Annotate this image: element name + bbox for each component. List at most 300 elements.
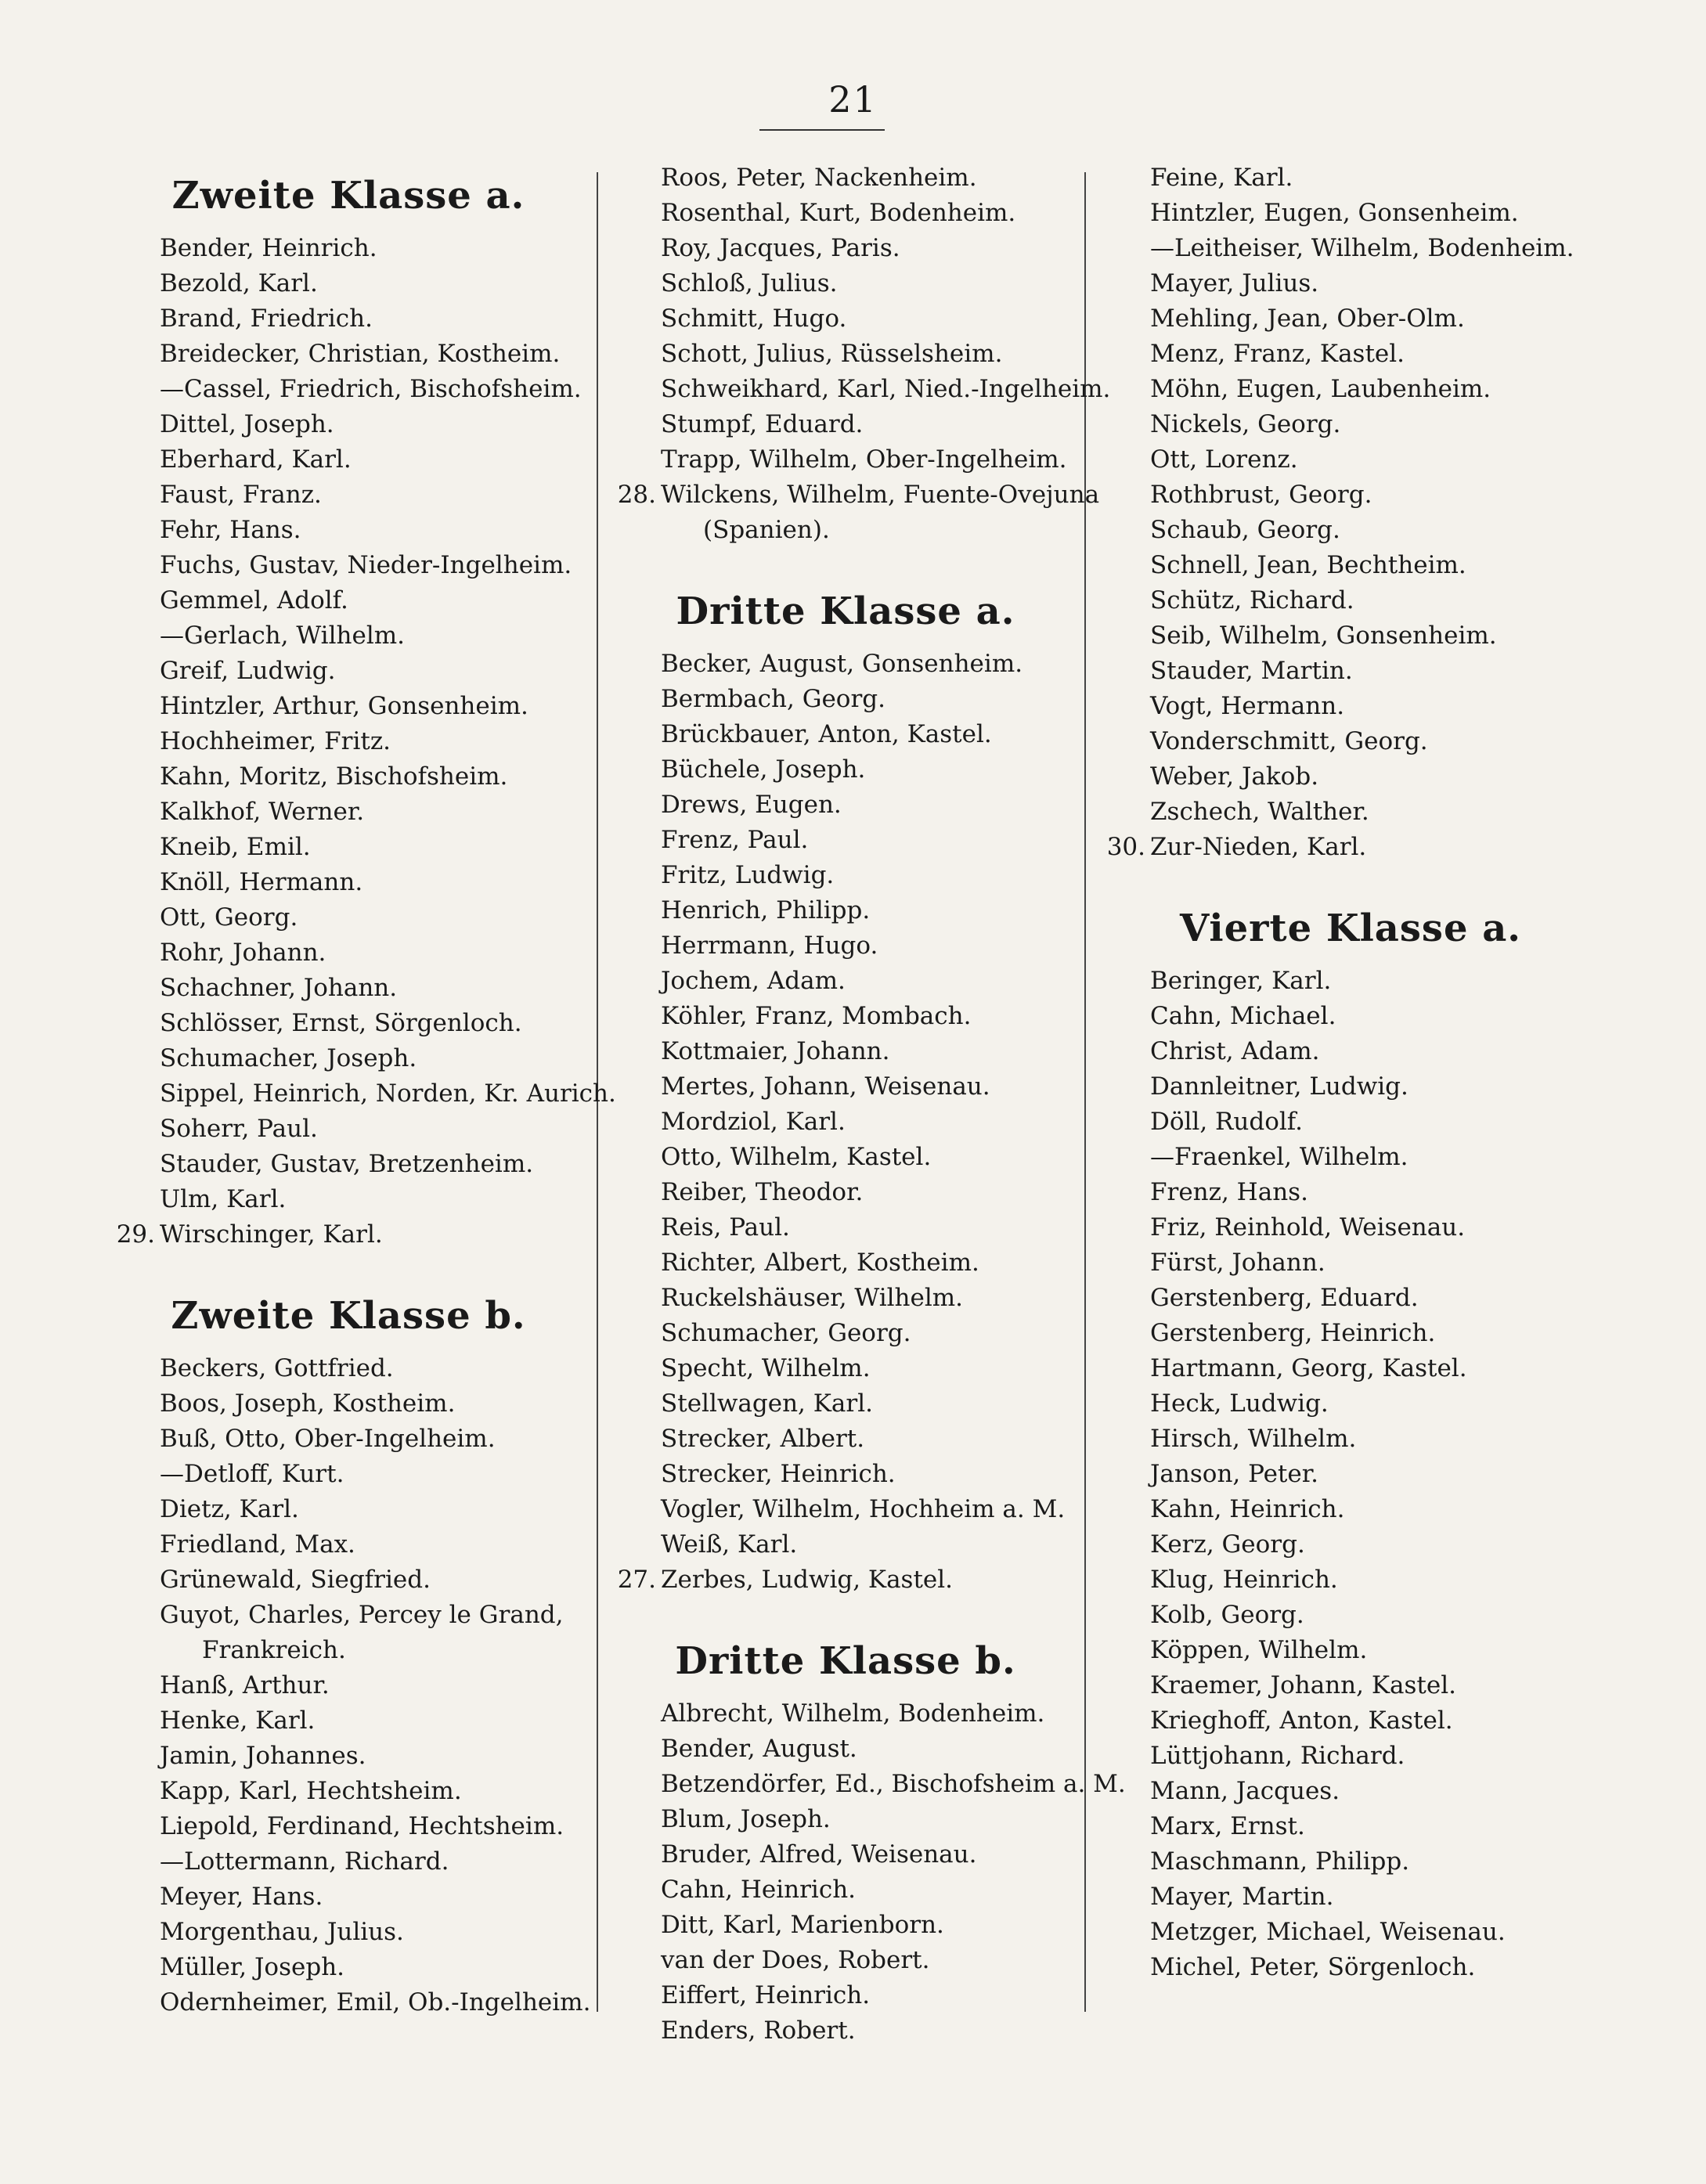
list-item [611,442,1080,478]
student-name: Grünewald, Siegfried. [160,1566,431,1594]
student-name: Frenz, Paul. [661,826,809,854]
list-item [611,1034,1080,1069]
list-item [611,1837,1080,1872]
list-item [110,372,587,407]
student-name: Liepold, Ferdinand, Hechtsheim. [160,1812,564,1840]
student-name: Dittel, Joseph. [160,410,334,438]
list-item [611,1175,1080,1210]
list-item [110,795,587,830]
list-item [1100,654,1601,689]
student-name: Feine, Karl. [1150,164,1293,192]
class-heading: Zweite Klasse b. [171,1294,526,1338]
student-name: Vogt, Hermann. [1150,692,1345,720]
student-name: —Lottermann, Richard. [160,1847,449,1876]
list-item [1100,478,1601,513]
student-name: —Fraenkel, Wilhelm. [1150,1143,1408,1171]
list-item-last [611,478,1100,513]
list-item [110,1915,587,1950]
list-item [611,1872,1080,1908]
student-name: Kahn, Moritz, Bischofsheim. [160,762,508,791]
list-item [110,1041,587,1076]
class-heading: Zweite Klasse a. [171,174,525,218]
student-name: Trapp, Wilhelm, Ober-Ingelheim. [661,445,1067,474]
student-name: Bender, August. [661,1735,857,1763]
student-name: Brand, Friedrich. [160,305,373,333]
student-name: Hochheimer, Fritz. [160,727,391,755]
list-item-continuation [110,1633,587,1668]
list-item [611,407,1080,442]
student-name: Hintzler, Arthur, Gonsenheim. [160,692,528,720]
list-item [110,1182,587,1217]
list-item [110,724,587,759]
list-item [611,1422,1080,1457]
student-name: Stellwagen, Karl. [661,1389,873,1418]
list-item [611,1527,1080,1562]
student-name: Henke, Karl. [160,1706,316,1735]
list-item [1100,372,1601,407]
student-name: Cahn, Michael. [1150,1002,1336,1030]
list-item [1100,1351,1601,1386]
student-name: Köppen, Wilhelm. [1150,1636,1368,1664]
list-item [611,647,1080,682]
list-item [110,971,587,1006]
list-item [1100,1950,1601,1985]
list-item [110,759,587,795]
student-name: Kahn, Heinrich. [1150,1495,1345,1523]
student-name: Kneib, Emil. [160,833,311,861]
list-item [611,1802,1080,1837]
student-name: Knöll, Hermann. [160,868,363,896]
student-name: Schumacher, Georg. [661,1319,911,1347]
student-name: Wirschinger, Karl. [160,1220,383,1249]
list-item [611,196,1080,231]
student-name: Hirsch, Wilhelm. [1150,1425,1357,1453]
list-item [1100,1245,1601,1281]
student-name: Metzger, Michael, Weisenau. [1150,1918,1506,1946]
list-item [110,1950,587,1985]
list-item [611,1316,1080,1351]
list-item [1100,724,1601,759]
student-name: Morgenthau, Julius. [160,1918,404,1946]
list-item [1100,1422,1601,1457]
list-item [1100,1210,1601,1245]
list-item [1100,337,1601,372]
list-item [611,1908,1080,1943]
list-item [1100,1562,1601,1598]
list-item [110,231,587,266]
student-name: Betzendörfer, Ed., Bischofsheim a. M. [661,1770,1126,1798]
list-item [110,1386,587,1422]
list-item [611,1492,1080,1527]
list-item [1100,618,1601,654]
list-item [611,1281,1080,1316]
student-name: Breidecker, Christian, Kostheim. [160,340,561,368]
list-item [1100,1105,1601,1140]
student-name: Mordziol, Karl. [661,1108,846,1136]
student-name: Herrmann, Hugo. [661,932,878,960]
student-name: Gemmel, Adolf. [160,586,348,614]
list-item [611,1105,1080,1140]
list-item [611,1732,1080,1767]
list-item [611,266,1080,301]
list-item [611,1386,1080,1422]
student-name: Eberhard, Karl. [160,445,352,474]
student-name: Stauder, Gustav, Bretzenheim. [160,1150,534,1178]
student-name: Reiber, Theodor. [661,1178,864,1206]
list-item [1100,1633,1601,1668]
list-item [110,654,587,689]
student-name: Weber, Jakob. [1150,762,1319,791]
list-item [1100,1140,1601,1175]
list-item [110,618,587,654]
list-item [1100,301,1601,337]
student-name: Gerstenberg, Heinrich. [1150,1319,1436,1347]
list-item [110,1112,587,1147]
student-name: Ott, Lorenz. [1150,445,1298,474]
student-name: (Spanien). [703,516,830,544]
student-name: Maschmann, Philipp. [1150,1847,1410,1876]
student-name: Mertes, Johann, Weisenau. [661,1072,990,1101]
list-item [110,442,587,478]
student-name: Schott, Julius, Rüsselsheim. [661,340,1003,368]
student-name: Albrecht, Wilhelm, Bodenheim. [661,1699,1045,1728]
list-item [611,160,1080,196]
list-item [1100,759,1601,795]
student-name: Zschech, Walther. [1150,798,1369,826]
student-name: —Gerlach, Wilhelm. [160,622,405,650]
list-item [611,928,1080,964]
student-name: Schmitt, Hugo. [661,305,847,333]
student-name: Dietz, Karl. [160,1495,299,1523]
list-item [1100,196,1601,231]
list-item [611,1767,1126,1802]
student-name: Schlösser, Ernst, Sörgenloch. [160,1009,522,1037]
student-name: Seib, Wilhelm, Gonsenheim. [1150,622,1497,650]
student-name: Zur-Nieden, Karl. [1150,833,1367,861]
list-item [110,1006,587,1041]
student-name: Ditt, Karl, Marienborn. [661,1911,944,1939]
student-name: Kraemer, Johann, Kastel. [1150,1671,1456,1699]
student-name: Döll, Rudolf. [1150,1108,1304,1136]
student-name: Brückbauer, Anton, Kastel. [661,720,992,748]
student-name: Michel, Peter, Sörgenloch. [1150,1953,1476,1981]
student-name: Fuchs, Gustav, Nieder-Ingelheim. [160,551,572,579]
student-name: Bruder, Alfred, Weisenau. [661,1840,977,1869]
list-item [1100,160,1601,196]
student-count: 29. [116,1220,155,1249]
list-item [611,301,1080,337]
list-item [611,2013,1080,2049]
student-name: —Detloff, Kurt. [160,1460,344,1488]
student-name: Schumacher, Joseph. [160,1044,417,1072]
list-item [1100,1527,1601,1562]
student-name: Wilckens, Wilhelm, Fuente-Ovejuna [661,481,1100,509]
list-item [611,717,1080,752]
list-item [611,682,1080,717]
list-item [110,478,587,513]
list-item [110,1985,591,2020]
student-name: Gerstenberg, Eduard. [1150,1284,1419,1312]
list-item [611,964,1080,999]
student-name: Cahn, Heinrich. [661,1876,857,1904]
list-item [611,893,1080,928]
student-name: Rosenthal, Kurt, Bodenheim. [661,199,1016,227]
student-name: Hartmann, Georg, Kastel. [1150,1354,1467,1382]
list-item [110,1774,587,1809]
class-heading: Dritte Klasse b. [675,1639,1016,1683]
student-name: Fritz, Ludwig. [661,861,835,889]
list-item [110,1844,587,1879]
student-name: Christ, Adam. [1150,1037,1320,1065]
student-name: Weiß, Karl. [661,1530,798,1559]
list-item [611,752,1080,787]
class-heading: Dritte Klasse a. [676,589,1015,633]
student-name: van der Does, Robert. [661,1946,930,1974]
list-item [1100,1809,1601,1844]
list-item [1100,231,1601,266]
student-name: Möhn, Eugen, Laubenheim. [1150,375,1491,403]
list-item [110,1351,587,1386]
student-name: Heck, Ludwig. [1150,1389,1329,1418]
list-item [1100,1069,1601,1105]
list-item [1100,1034,1601,1069]
list-item [110,689,587,724]
student-name: Kapp, Karl, Hechtsheim. [160,1777,462,1805]
student-name: Schachner, Johann. [160,974,398,1002]
student-name: Buß, Otto, Ober-Ingelheim. [160,1425,496,1453]
student-count: 30. [1106,833,1145,861]
student-name: Odernheimer, Emil, Ob.-Ingelheim. [160,1988,591,2016]
list-item [1100,1703,1601,1739]
student-name: Dannleitner, Ludwig. [1150,1072,1408,1101]
list-item [611,372,1111,407]
list-item [1100,513,1601,548]
list-item [110,830,587,865]
student-name: Köhler, Franz, Mombach. [661,1002,972,1030]
student-name: Eiffert, Heinrich. [661,1981,871,2009]
list-item [110,1147,587,1182]
list-item [110,1527,587,1562]
list-item [110,337,587,372]
list-item-last [611,1562,1080,1598]
list-item [1100,1668,1601,1703]
student-name: Vogler, Wilhelm, Hochheim a. M. [661,1495,1066,1523]
student-name: Strecker, Heinrich. [661,1460,896,1488]
page-number: 21 [828,78,878,121]
student-name: Kalkhof, Werner. [160,798,365,826]
list-item [1100,583,1601,618]
student-name: Kerz, Georg. [1150,1530,1305,1559]
list-item [110,1809,587,1844]
list-item [110,1562,587,1598]
list-item [611,231,1080,266]
student-name: Friedland, Max. [160,1530,355,1559]
student-name: Richter, Albert, Kostheim. [661,1249,979,1277]
list-item [110,407,587,442]
student-name: Jochem, Adam. [661,967,846,995]
list-item [1100,964,1601,999]
list-item [1100,1739,1601,1774]
list-item [1100,1316,1601,1351]
student-name: —Leitheiser, Wilhelm, Bodenheim. [1150,234,1574,262]
list-item [110,1703,587,1739]
student-name: Reis, Paul. [661,1213,790,1242]
student-name: Schaub, Georg. [1150,516,1340,544]
student-name: Strecker, Albert. [661,1425,865,1453]
student-name: Janson, Peter. [1150,1460,1319,1488]
student-name: Stauder, Martin. [1150,657,1353,685]
list-item [110,513,587,548]
list-item [611,1978,1080,2013]
student-name: Lüttjohann, Richard. [1150,1742,1405,1770]
list-item [110,1076,616,1112]
student-name: Schütz, Richard. [1150,586,1354,614]
student-name: Friz, Reinhold, Weisenau. [1150,1213,1466,1242]
student-name: Zerbes, Ludwig, Kastel. [661,1566,954,1594]
student-name: Kottmaier, Johann. [661,1037,890,1065]
student-name: Büchele, Joseph. [661,755,866,784]
student-name: Meyer, Hans. [160,1883,323,1911]
student-name: Mayer, Julius. [1150,269,1319,297]
list-item [1100,1386,1601,1422]
list-item [611,1210,1080,1245]
list-item [1100,1457,1601,1492]
list-item-last [1100,830,1601,865]
list-item [1100,1175,1601,1210]
student-name: Becker, August, Gonsenheim. [661,650,1023,678]
list-item [1100,1774,1601,1809]
student-name: Drews, Eugen. [661,791,842,819]
student-count: 27. [617,1566,656,1594]
list-item [1100,266,1601,301]
list-item-continuation [611,513,1080,548]
list-item [611,1245,1080,1281]
student-name: Bender, Heinrich. [160,234,377,262]
page-number-rule [759,129,885,131]
student-name: Roy, Jacques, Paris. [661,234,900,262]
list-item [1100,689,1601,724]
student-name: Frenz, Hans. [1150,1178,1308,1206]
list-item [1100,795,1601,830]
student-name: Blum, Joseph. [661,1805,831,1833]
list-item-last [110,1217,587,1252]
student-name: Hintzler, Eugen, Gonsenheim. [1150,199,1519,227]
student-name: Faust, Franz. [160,481,322,509]
list-item [110,1598,587,1633]
student-name: Schloß, Julius. [661,269,838,297]
student-name: Henrich, Philipp. [661,896,871,924]
list-item [611,823,1080,858]
student-name: Kolb, Georg. [1150,1601,1304,1629]
list-item [611,787,1080,823]
student-name: Ott, Georg. [160,903,298,932]
list-item [611,1457,1080,1492]
student-name: Menz, Franz, Kastel. [1150,340,1405,368]
student-name: Nickels, Georg. [1150,410,1341,438]
list-item [1100,999,1601,1034]
list-item [1100,1281,1601,1316]
student-name: Marx, Ernst. [1150,1812,1305,1840]
list-item [611,337,1080,372]
student-name: Bermbach, Georg. [661,685,885,713]
list-item [611,858,1080,893]
list-item [110,1457,587,1492]
student-name: Jamin, Johannes. [160,1742,366,1770]
student-name: Rohr, Johann. [160,939,326,967]
student-name: Otto, Wilhelm, Kastel. [661,1143,932,1171]
list-item [110,1879,587,1915]
student-name: Mann, Jacques. [1150,1777,1340,1805]
student-name: Guyot, Charles, Percey le Grand, [160,1601,564,1629]
list-item [611,999,1080,1034]
list-item [1100,1915,1601,1950]
list-item [110,301,587,337]
student-name: Mayer, Martin. [1150,1883,1334,1911]
student-name: Rothbrust, Georg. [1150,481,1372,509]
list-item [1100,1492,1601,1527]
list-item [110,1422,587,1457]
student-count: 28. [617,481,656,509]
student-name: Enders, Robert. [661,2016,856,2045]
column-3 [1100,160,1601,1985]
student-name: Fehr, Hans. [160,516,301,544]
student-name: Soherr, Paul. [160,1115,318,1143]
list-item [611,1140,1080,1175]
list-item [110,900,587,935]
list-item [110,1739,587,1774]
student-name: Fürst, Johann. [1150,1249,1325,1277]
student-name: Ruckelshäuser, Wilhelm. [661,1284,964,1312]
list-item [110,935,587,971]
list-item [611,1943,1080,1978]
list-item [110,865,587,900]
student-name: Roos, Peter, Nackenheim. [661,164,977,192]
list-item [611,1069,1080,1105]
student-name: Schweikhard, Karl, Nied.-Ingelheim. [661,375,1111,403]
list-item [1100,407,1601,442]
student-name: Beringer, Karl. [1150,967,1332,995]
student-name: Klug, Heinrich. [1150,1566,1338,1594]
list-item [110,548,587,583]
list-item [1100,442,1601,478]
class-heading: Vierte Klasse a. [1179,906,1522,950]
student-name: —Cassel, Friedrich, Bischofsheim. [160,375,582,403]
student-name: Frankreich. [202,1636,346,1664]
list-item [110,266,587,301]
student-name: Boos, Joseph, Kostheim. [160,1389,456,1418]
student-name: Vonderschmitt, Georg. [1150,727,1428,755]
student-name: Mehling, Jean, Ober-Olm. [1150,305,1465,333]
list-item [611,1696,1080,1732]
student-name: Müller, Joseph. [160,1953,345,1981]
column-1 [110,160,616,2020]
student-name: Krieghoff, Anton, Kastel. [1150,1706,1453,1735]
student-name: Specht, Wilhelm. [661,1354,871,1382]
student-name: Ulm, Karl. [160,1185,287,1213]
list-item [110,583,587,618]
column-divider-2 [1084,172,1086,2012]
student-name: Sippel, Heinrich, Norden, Kr. Aurich. [160,1079,616,1108]
list-item [1100,1844,1601,1879]
student-name: Schnell, Jean, Bechtheim. [1150,551,1466,579]
list-item [1100,1879,1601,1915]
student-name: Bezold, Karl. [160,269,318,297]
student-name: Hanß, Arthur. [160,1671,330,1699]
list-item [611,1351,1080,1386]
list-item [110,1668,587,1703]
student-name: Stumpf, Eduard. [661,410,864,438]
list-item [1100,1598,1601,1633]
